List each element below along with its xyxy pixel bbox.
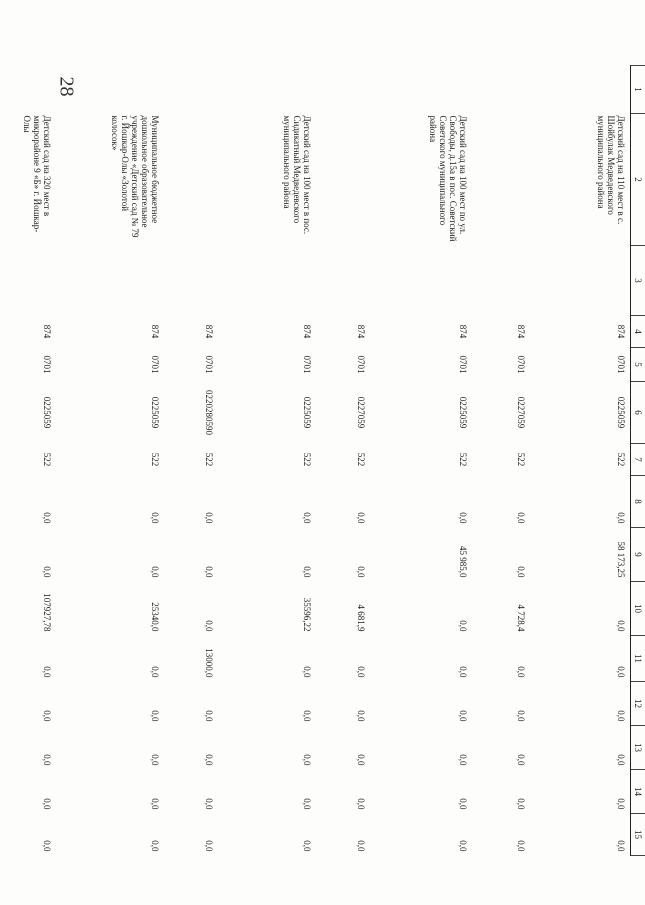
table-cell-col7: 522 [150, 452, 161, 467]
table-row [317, 66, 371, 856]
table-cell-col7: 522 [616, 452, 626, 467]
table-cell-col15: 0,0 [356, 840, 367, 852]
table-cell-col9: 0,0 [516, 566, 527, 578]
table-cell-col8: 0,0 [204, 512, 215, 524]
table-cell-col3 [0, 246, 57, 316]
table-cell-col1 [473, 66, 531, 114]
table-row [165, 66, 219, 856]
table-cell-col5: 0701 [150, 355, 161, 374]
budget-table [0, 65, 645, 856]
table-cell-col3 [473, 246, 531, 316]
col-header-5: 5 [631, 348, 645, 382]
table-cell-col10: 107927,78 [42, 593, 53, 632]
table-cell-col13: 0,0 [458, 754, 469, 766]
table-cell-col10: 0,0 [616, 620, 626, 632]
table-cell-col5: 0701 [458, 355, 469, 374]
table-cell-col1 [219, 66, 317, 114]
table-cell-col12: 0,0 [150, 710, 161, 722]
table-cell-col8: 0,0 [458, 512, 469, 524]
table-cell-col2 [165, 114, 219, 246]
table-cell-col7: 522 [458, 452, 469, 467]
col-header-8: 8 [631, 476, 645, 528]
col-header-7: 7 [631, 444, 645, 476]
table-cell-col9: 0,0 [42, 566, 53, 578]
table-row [473, 66, 531, 856]
col-header-9: 9 [631, 528, 645, 582]
table-cell-col10: 4 681,9 [356, 604, 367, 632]
table-cell-col13: 0,0 [204, 754, 215, 766]
table-cell-col11: 0,0 [458, 666, 469, 678]
table-cell-col3 [317, 246, 371, 316]
table-cell-col2 [473, 114, 531, 246]
table-cell-col5: 0701 [204, 355, 215, 374]
table-row [57, 66, 165, 856]
table-cell-col2 [317, 114, 371, 246]
table-row [0, 66, 57, 856]
table-cell-col15: 0,0 [150, 840, 161, 852]
col-header-10: 10 [631, 582, 645, 636]
table-cell-col3 [531, 246, 631, 316]
table-cell-col13: 0,0 [302, 754, 313, 766]
table-cell-col10: 25340,0 [150, 602, 161, 632]
table-cell-col14: 0,0 [458, 798, 469, 810]
table-cell-col9: 0,0 [356, 566, 367, 578]
table-cell-col11: 0,0 [42, 666, 53, 678]
header-row [631, 66, 645, 856]
col-header-11: 11 [631, 636, 645, 682]
table-cell-col6: 0227059 [356, 396, 367, 429]
table-cell-col10: 35596,22 [302, 597, 313, 632]
table-cell-col12: 0,0 [516, 710, 527, 722]
table-cell-col7: 522 [302, 452, 313, 467]
table-cell-col11: 13000,0 [204, 648, 215, 678]
table-cell-col1 [57, 66, 165, 114]
table-cell-col12: 0,0 [616, 710, 626, 722]
table-cell-col15: 0,0 [204, 840, 215, 852]
table-cell-col10: 0,0 [204, 620, 215, 632]
table-cell-col6: 0225059 [42, 396, 53, 429]
table-cell-col4: 874 [616, 324, 626, 339]
table-cell-col12: 0,0 [458, 710, 469, 722]
table-cell-col7: 522 [516, 452, 527, 467]
table-cell-col15: 0,0 [302, 840, 313, 852]
table-cell-col4: 874 [204, 324, 215, 339]
table-cell-col10: 4 728,4 [516, 604, 527, 632]
table-cell-col11: 0,0 [616, 666, 626, 678]
col-header-15: 15 [631, 814, 645, 856]
table-cell-col12: 0,0 [204, 710, 215, 722]
table-cell-col3 [371, 246, 473, 316]
col-header-2: 2 [631, 114, 645, 246]
table-cell-col3 [219, 246, 317, 316]
table-cell-col14: 0,0 [204, 798, 215, 810]
table-cell-col7: 522 [356, 452, 367, 467]
table-cell-col14: 0,0 [302, 798, 313, 810]
table-cell-col4: 874 [516, 324, 527, 339]
table-cell-col1 [531, 66, 631, 114]
table-cell-col15: 0,0 [616, 840, 626, 852]
table-cell-col8: 0,0 [516, 512, 527, 524]
table-cell-col7: 522 [204, 452, 215, 467]
table-cell-col4: 874 [302, 324, 313, 339]
page-number: 28 [55, 76, 78, 97]
table-cell-col8: 0,0 [356, 512, 367, 524]
table-cell-col9: 58 173,25 [616, 541, 626, 578]
table-cell-col14: 0,0 [516, 798, 527, 810]
table-cell-col6: 0225059 [302, 396, 313, 429]
table-cell-col9: 0,0 [204, 566, 215, 578]
table-cell-col10: 0,0 [458, 620, 469, 632]
table-cell-col1 [371, 66, 473, 114]
table-row [371, 66, 473, 856]
table-cell-col13: 0,0 [516, 754, 527, 766]
table-cell-col11: 0,0 [302, 666, 313, 678]
table-cell-col14: 0,0 [42, 798, 53, 810]
table-cell-col6: 0220280590 [204, 390, 215, 435]
table-cell-col9: 0,0 [150, 566, 161, 578]
table-cell-col12: 0,0 [356, 710, 367, 722]
table-body [0, 66, 631, 856]
table-cell-col5: 0701 [356, 355, 367, 374]
table-cell-col12: 0,0 [42, 710, 53, 722]
table-cell-col1 [317, 66, 371, 114]
table-cell-col2: Детский сад на 320 мест в микрорайоне 9 «Б» г. Йошкар-Олы [22, 115, 53, 233]
table-cell-col3 [165, 246, 219, 316]
rotated-table-container [22, 65, 645, 855]
table-cell-col2: Детский сад на 100 мест в пос. Сидикатный Медведевского муниципального района [282, 115, 313, 235]
table-cell-col5: 0701 [516, 355, 527, 374]
table-cell-col6: 0225059 [458, 396, 469, 429]
table-cell-col15: 0,0 [42, 840, 53, 852]
table-cell-col5: 0701 [42, 355, 53, 374]
table-cell-col9: 0,0 [302, 566, 313, 578]
table-cell-col2: Муниципальное бюджетное дошкольное образовательное учреждение «Детский сад № 79 г. Йошкар-Олы «Золотой колосок» [110, 115, 161, 238]
table-cell-col3 [57, 246, 165, 316]
table-cell-col6: 0227059 [516, 396, 527, 429]
table-cell-col11: 0,0 [356, 666, 367, 678]
col-header-6: 6 [631, 382, 645, 444]
table-cell-col4: 874 [458, 324, 469, 339]
col-header-1: 1 [631, 66, 645, 114]
table-cell-col13: 0,0 [42, 754, 53, 766]
table-cell-col15: 0,0 [458, 840, 469, 852]
table-cell-col4: 874 [150, 324, 161, 339]
table-cell-col15: 0,0 [516, 840, 527, 852]
table-cell-col5: 0701 [616, 355, 626, 374]
col-header-13: 13 [631, 726, 645, 770]
table-cell-col4: 874 [42, 324, 53, 339]
table-row [531, 66, 631, 856]
table-cell-col14: 0,0 [150, 798, 161, 810]
table-cell-col2: Детский сад на 110 мест в с. Шойбулак Медведевского муниципального района [595, 115, 626, 225]
col-header-4: 4 [631, 316, 645, 348]
table-cell-col5: 0701 [302, 355, 313, 374]
table-cell-col1 [0, 66, 57, 114]
table-cell-col1 [165, 66, 219, 114]
table-cell-col14: 0,0 [616, 798, 626, 810]
table-cell-col9: 45 985,0 [458, 546, 469, 578]
table-row [219, 66, 317, 856]
table-cell-col8: 0,0 [150, 512, 161, 524]
table-cell-col6: 0225059 [616, 396, 626, 429]
table-cell-col8: 0,0 [302, 512, 313, 524]
table-cell-col13: 0,0 [616, 754, 626, 766]
table-cell-col13: 0,0 [356, 754, 367, 766]
table-cell-col11: 0,0 [150, 666, 161, 678]
table-cell-col8: 0,0 [42, 512, 53, 524]
col-header-12: 12 [631, 682, 645, 726]
col-header-14: 14 [631, 770, 645, 814]
table-cell-col13: 0,0 [150, 754, 161, 766]
table-cell-col14: 0,0 [356, 798, 367, 810]
col-header-3: 3 [631, 246, 645, 316]
table-cell-col7: 522 [42, 452, 53, 467]
table-cell-col8: 0,0 [616, 512, 626, 524]
table-cell-col4: 874 [356, 324, 367, 339]
table-cell-col11: 0,0 [516, 666, 527, 678]
table-cell-col12: 0,0 [302, 710, 313, 722]
table-cell-col2: Детский сад на 100 мест по ул. Свободы, д.15а в пос. Советский Советского муниципального района [428, 115, 469, 242]
table-cell-col6: 0225059 [150, 396, 161, 429]
